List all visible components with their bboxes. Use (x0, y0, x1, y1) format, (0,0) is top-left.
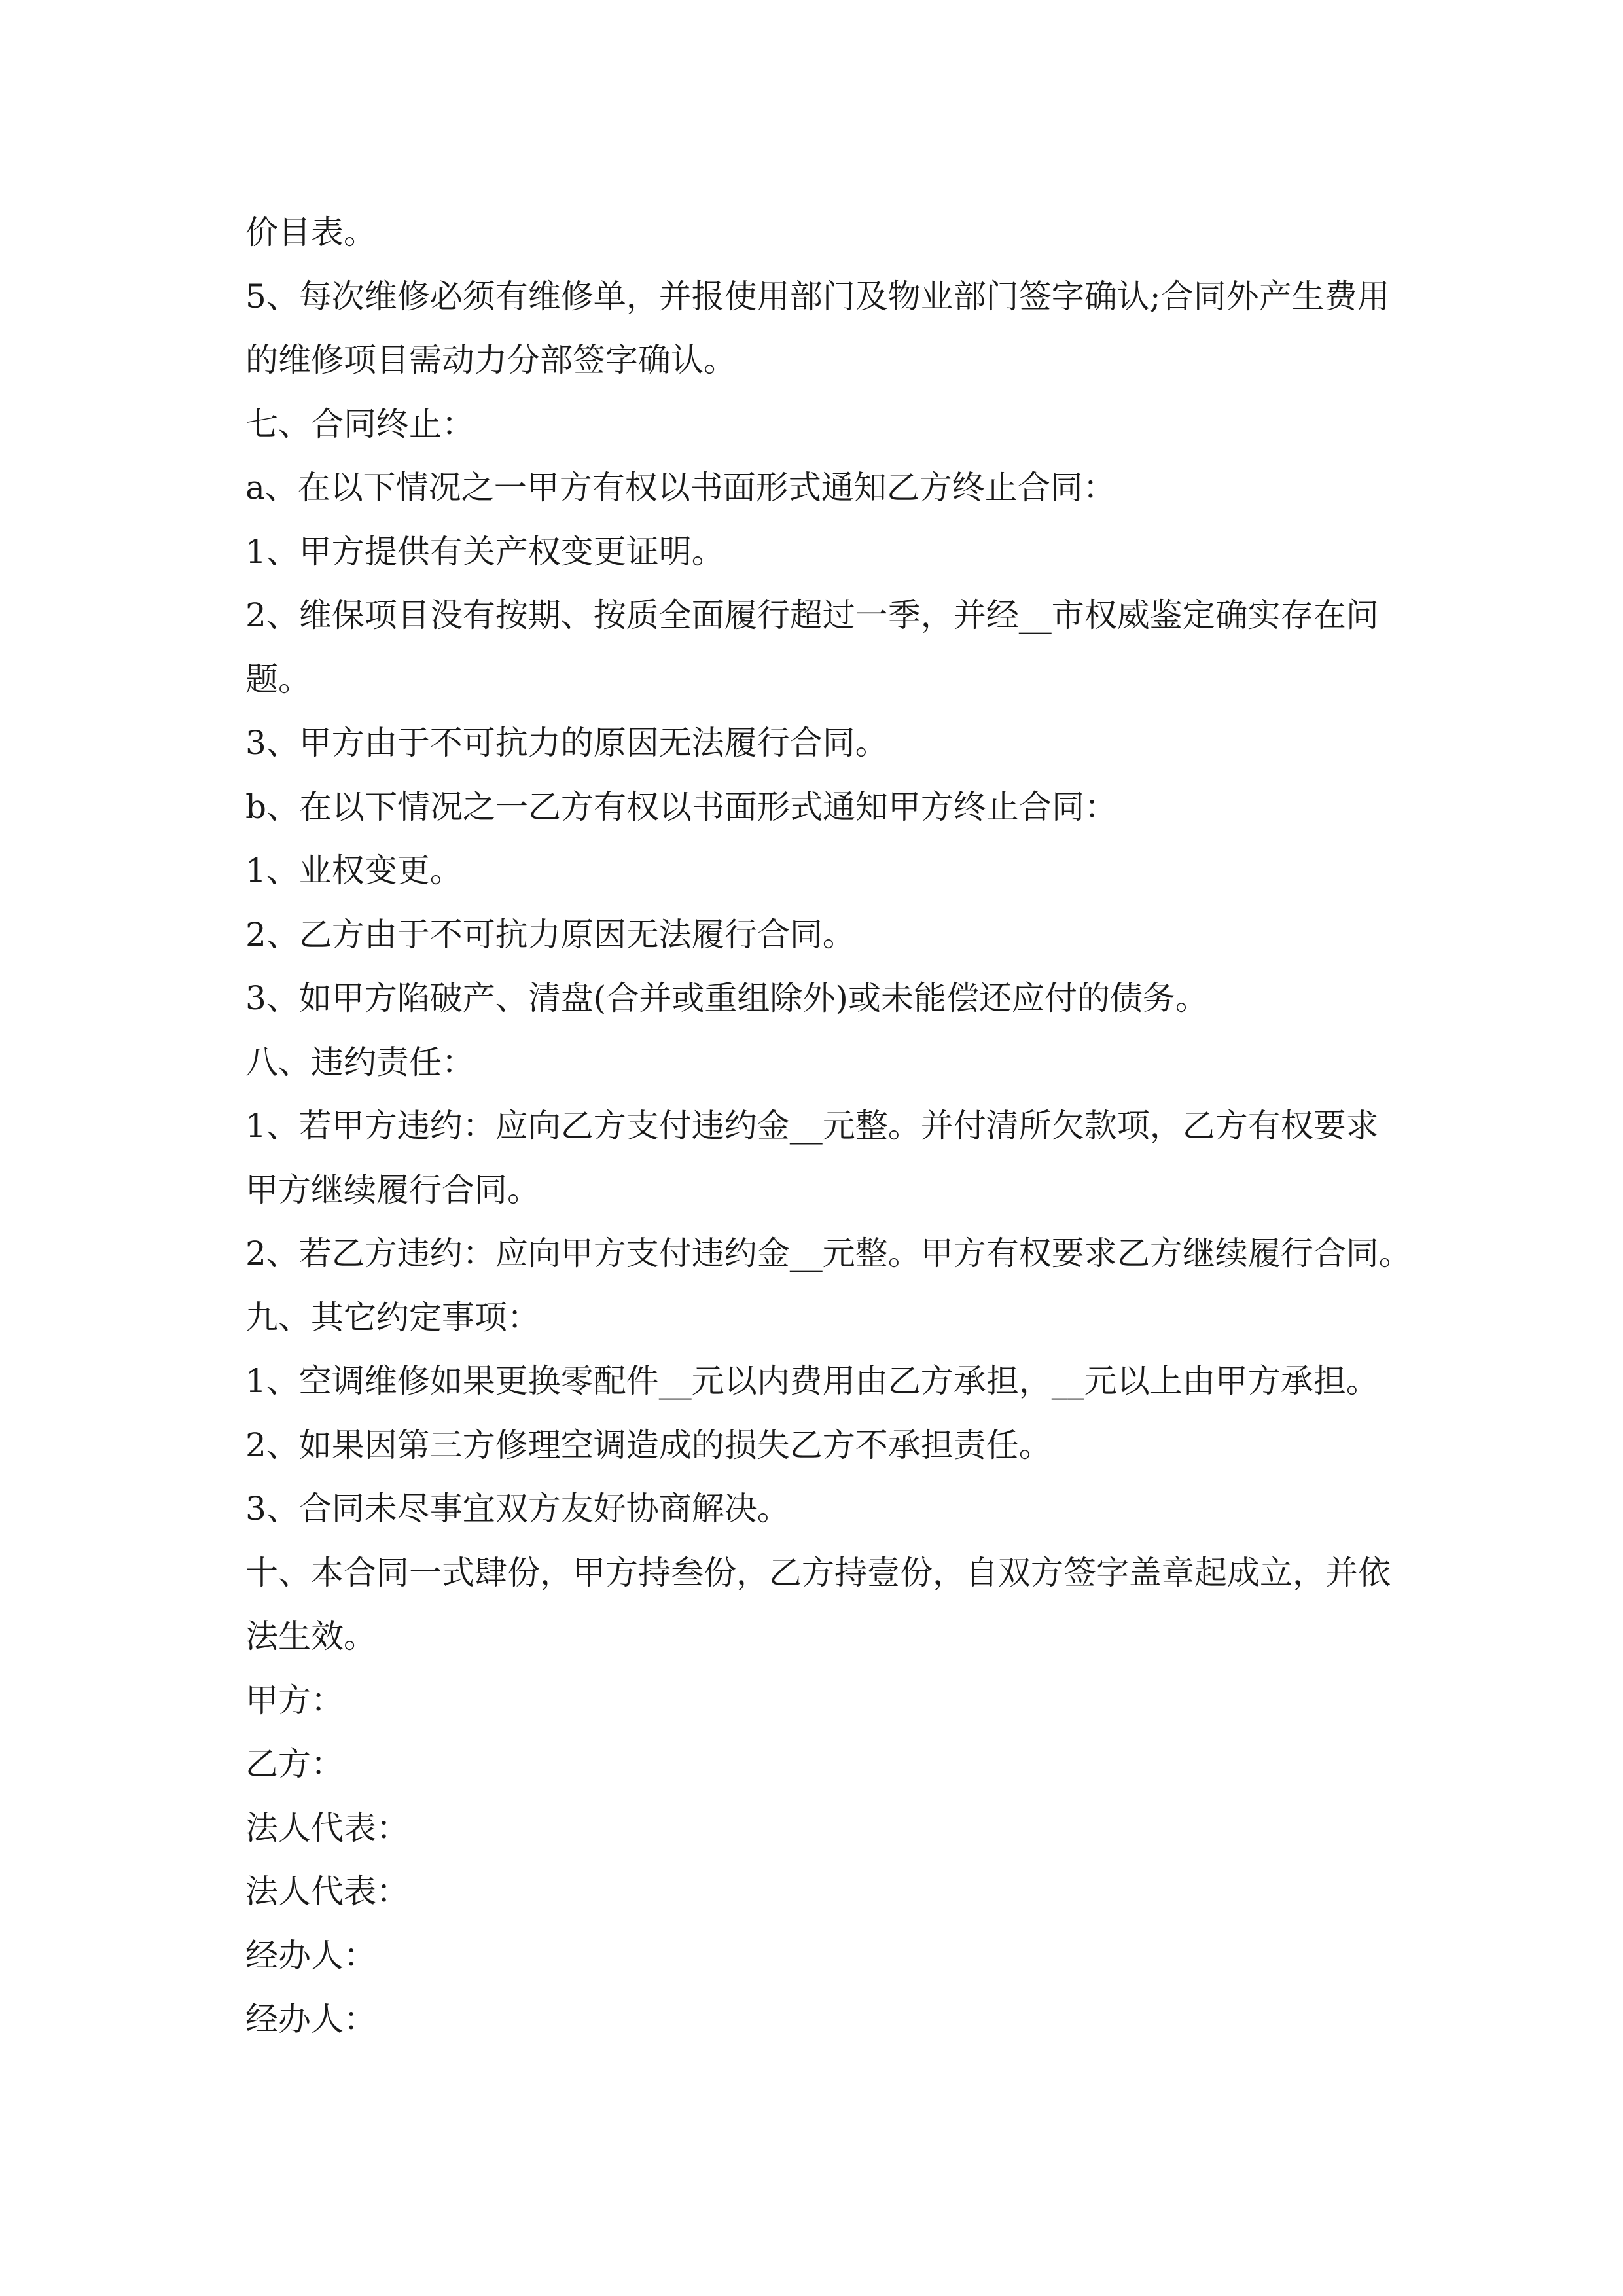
text-line: 2、乙方由于不可抗力原因无法履行合同。 (245, 915, 855, 954)
text-line: 法生效。 (245, 1617, 376, 1655)
text-line: 题。 (245, 660, 311, 698)
text-line: 3、合同未尽事宜双方友好协商解决。 (245, 1490, 790, 1528)
text-line: 1、若甲方违约：应向乙方支付违约金__元整。并付清所欠款项，乙方有权要求 (245, 1107, 1379, 1145)
text-line: 1、空调维修如果更换零配件__元以内费用由乙方承担，__元以上由甲方承担。 (245, 1362, 1379, 1400)
section-heading: 九、其它约定事项： (245, 1298, 540, 1336)
text-line: 的维修项目需动力分部签字确认。 (245, 341, 736, 379)
text-line: 2、维保项目没有按期、按质全面履行超过一季，并经__市权威鉴定确实存在问 (245, 596, 1379, 634)
signature-label-party-a: 甲方： (245, 1681, 344, 1719)
signature-label-handler: 经办人： (245, 1936, 376, 1975)
section-heading: 七、合同终止： (245, 404, 474, 443)
text-line: b、在以下情况之一乙方有权以书面形式通知甲方终止合同： (245, 787, 1118, 826)
text-line: 2、若乙方违约：应向甲方支付违约金__元整。甲方有权要求乙方继续履行合同。 (245, 1234, 1412, 1272)
text-line: 十、本合同一式肆份，甲方持叁份，乙方持壹份，自双方签字盖章起成立，并依 (245, 1553, 1391, 1592)
text-line: 1、业权变更。 (245, 852, 463, 889)
text-line: 甲方继续履行合同。 (245, 1170, 540, 1209)
text-line: 3、甲方由于不可抗力的原因无法履行合同。 (245, 724, 888, 762)
text-line: 1、甲方提供有关产权变更证明。 (245, 532, 724, 571)
text-line: 价目表。 (245, 213, 376, 251)
text-line: 5、每次维修必须有维修单，并报使用部门及物业部门签字确认;合同外产生费用 (245, 277, 1390, 315)
document-body (245, 201, 1412, 2052)
text-line: 2、如果因第三方修理空调造成的损失乙方不承担责任。 (245, 1426, 1052, 1464)
text-line: 3、如甲方陷破产、清盘(合并或重组除外)或未能偿还应付的债务。 (245, 979, 1208, 1017)
signature-label-handler: 经办人： (245, 2000, 376, 2038)
signature-label-legal-rep: 法人代表： (245, 1808, 409, 1847)
signature-label-party-b: 乙方： (245, 1745, 344, 1783)
section-heading: 八、违约责任： (245, 1043, 474, 1081)
text-line: a、在以下情况之一甲方有权以书面形式通知乙方终止合同： (245, 469, 1116, 507)
signature-label-legal-rep: 法人代表： (245, 1873, 409, 1910)
